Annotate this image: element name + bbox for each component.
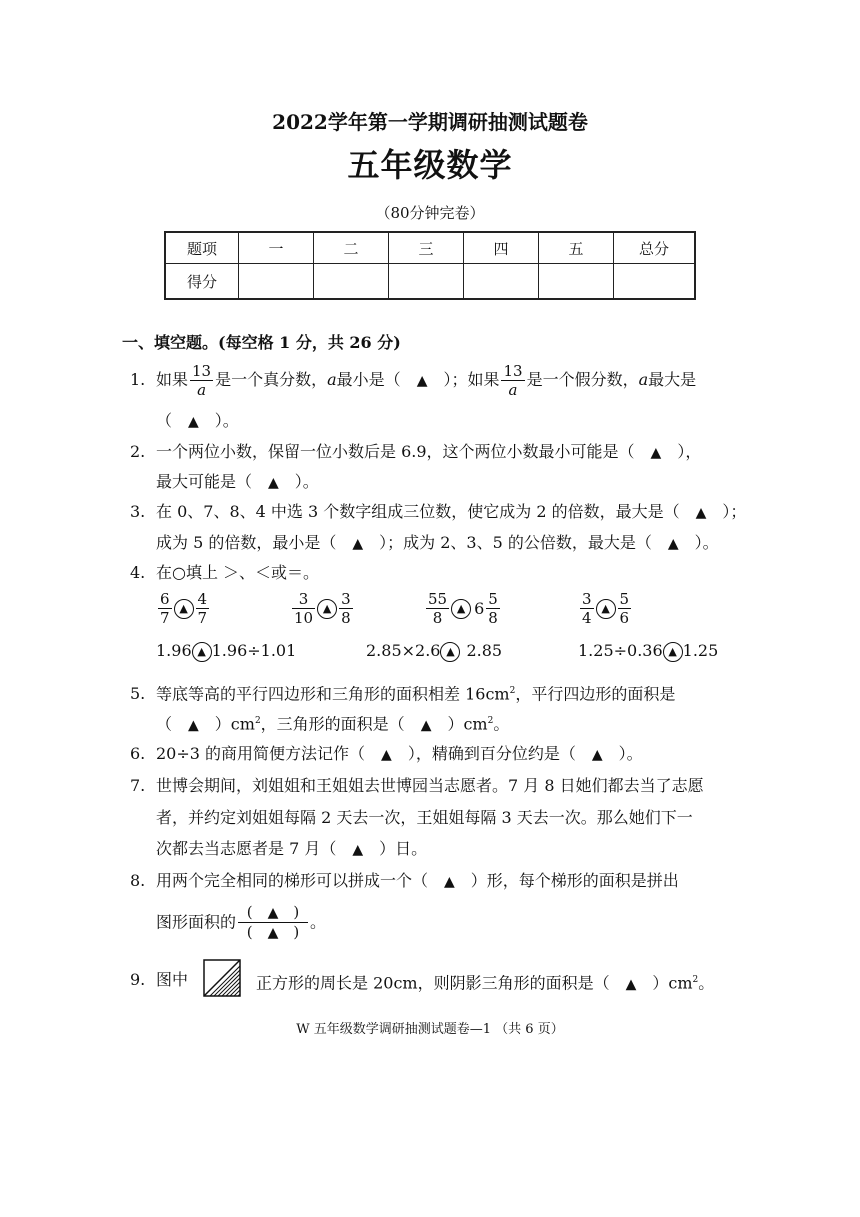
compare-circle[interactable]: ▲	[440, 642, 460, 662]
denominator: 10	[294, 609, 314, 627]
paren: )	[293, 923, 300, 941]
question-7-line3	[156, 839, 427, 860]
question-number: 1.	[130, 370, 146, 389]
q6-text: 20÷3 的商用简便方法记作（	[156, 744, 382, 763]
question-1-line2	[156, 411, 239, 432]
denominator: a	[508, 381, 518, 399]
fraction	[426, 590, 449, 627]
expr-left: 2.85×2.6	[366, 641, 441, 660]
fraction	[339, 590, 353, 627]
expr-left: 1.25÷0.36	[578, 641, 663, 660]
q3-text: ）；	[706, 502, 747, 521]
expr-left: 1.96	[156, 641, 192, 660]
question-number: 6.	[130, 744, 146, 763]
numerator: 13	[192, 362, 212, 380]
page-footer: W 五年级数学调研抽测试题卷—1 （共 6 页）	[296, 1022, 564, 1037]
q1-text: 是一个假分数，	[526, 370, 639, 389]
denominator: a	[197, 381, 207, 399]
fraction	[158, 590, 172, 627]
question-5-line2	[156, 711, 509, 735]
numerator: 3	[292, 590, 315, 609]
shaded-square-figure	[203, 959, 241, 997]
question-7	[130, 776, 704, 796]
q7-text: 者，并约定刘姐姐每隔 2 天去一次，王姐姐每隔 3 天去一次。那么她们下一	[156, 808, 693, 827]
fraction-blank	[238, 903, 308, 942]
superscript: 2	[254, 716, 261, 726]
answer-blank[interactable]: ▲	[267, 925, 279, 941]
answer-blank[interactable]: ▲	[591, 747, 603, 763]
question-number: 7.	[130, 776, 146, 795]
compare-circle[interactable]: ▲	[174, 599, 194, 619]
answer-blank[interactable]: ▲	[650, 445, 662, 461]
paren: (	[246, 923, 253, 941]
q3-text: 在 0、7、8、4 中选 3 个数字组成三位数，使它成为 2 的倍数，最大是（	[156, 502, 696, 521]
answer-blank[interactable]: ▲	[352, 536, 364, 552]
question-3-line2	[156, 533, 719, 554]
score-cell[interactable]	[314, 264, 389, 300]
denominator	[238, 923, 308, 942]
q9-text: 正方形的周长是 20cm，则阴影三角形的面积是（	[256, 973, 626, 993]
score-row-label: 得分	[165, 264, 239, 300]
question-5	[130, 681, 675, 704]
answer-blank[interactable]: ▲	[420, 717, 432, 734]
q3-text: ）。	[678, 533, 719, 552]
numerator	[238, 903, 308, 923]
compare-circle[interactable]: ▲	[663, 642, 683, 662]
q8-text: 。	[310, 912, 327, 932]
question-8-line2	[156, 903, 326, 942]
q8-text: ）形，每个梯形的面积是拼出	[454, 871, 679, 890]
answer-blank[interactable]: ▲	[267, 905, 279, 921]
q8-text: 用两个完全相同的梯形可以拼成一个（	[156, 871, 445, 890]
q5-text: ）cm	[431, 714, 488, 734]
subject-title: 五年级数学	[347, 146, 513, 184]
score-header-cell: 题项	[165, 232, 239, 264]
q1-text: 如果	[156, 370, 189, 389]
q1-text: 是一个真分数，	[215, 370, 328, 389]
denominator: 7	[197, 609, 208, 627]
score-header-cell: 总分	[614, 232, 696, 264]
q4-text: 在○填上 ＞、＜或＝。	[156, 563, 320, 582]
score-header-cell: 四	[464, 232, 539, 264]
q6-text: ），精确到百分位约是（	[391, 744, 592, 763]
score-header-cell: 五	[539, 232, 614, 264]
q9-text: 图中	[156, 970, 189, 989]
variable: a	[327, 370, 337, 389]
superscript: 2	[692, 975, 699, 985]
score-cell[interactable]	[539, 264, 614, 300]
expr-right: 1.96÷1.01	[211, 641, 297, 660]
score-header-cell: 一	[239, 232, 314, 264]
superscript: 2	[487, 716, 494, 726]
fraction	[501, 362, 524, 399]
fraction	[190, 362, 213, 399]
q8-text: 图形面积的	[156, 912, 237, 932]
answer-blank[interactable]: ▲	[188, 717, 199, 734]
q3-text: ）；成为 2、3、5 的公倍数，最大是（	[363, 533, 668, 552]
q2-text: 一个两位小数，保留一位小数后是 6.9，这个两位小数最小可能是（	[156, 442, 651, 461]
paren: )	[293, 903, 300, 921]
question-1	[130, 362, 696, 399]
variable: a	[638, 370, 649, 389]
question-7-line2	[156, 808, 693, 828]
question-number: 3.	[130, 502, 146, 521]
answer-blank[interactable]: ▲	[667, 536, 679, 552]
question-8	[130, 871, 679, 892]
answer-blank[interactable]: ▲	[381, 747, 392, 763]
question-2-line2	[156, 472, 319, 493]
compare-expr	[578, 641, 718, 662]
denominator: 8	[341, 609, 351, 627]
numerator: 55	[428, 590, 448, 608]
fraction	[196, 590, 210, 627]
score-header-cell: 二	[314, 232, 389, 264]
question-9-rest	[256, 970, 714, 994]
q1-text: 最大是	[648, 370, 697, 389]
q5-text: ，三角形的面积是（	[260, 714, 421, 734]
fraction	[580, 590, 594, 627]
numerator: 5	[488, 590, 498, 608]
exam-title: 2022学年第一学期调研抽测试题卷	[272, 110, 588, 134]
q7-text: 世博会期间，刘姐姐和王姐姐去世博园当志愿者。7 月 8 日她们都去当了志愿	[156, 776, 704, 795]
q2-text: 最大可能是（	[156, 472, 269, 491]
expr-right: 1.25	[682, 641, 719, 660]
q5-text: ，平行四边形的面积是	[515, 684, 676, 704]
q5-text: 。	[493, 714, 510, 734]
superscript: 2	[509, 686, 516, 696]
denominator: 8	[488, 609, 498, 627]
denominator: 6	[619, 609, 630, 627]
q5-text: 等底等高的平行四边形和三角形的面积相差 16cm	[156, 684, 510, 704]
compare-expr	[156, 641, 296, 662]
compare-circle[interactable]: ▲	[451, 599, 471, 619]
answer-blank[interactable]: ▲	[695, 505, 707, 521]
compare-item	[290, 590, 355, 627]
score-header-cell: 三	[389, 232, 464, 264]
paren: (	[246, 903, 253, 921]
answer-blank[interactable]: ▲	[444, 874, 455, 890]
question-number: 8.	[130, 871, 146, 890]
q9-text: 。	[698, 973, 715, 993]
score-cell[interactable]	[464, 264, 539, 300]
whole-number: 6	[474, 598, 485, 618]
q1-text: ）；如果	[427, 370, 500, 389]
numerator: 3	[582, 590, 592, 608]
question-4	[130, 563, 319, 583]
expr-right: 2.85	[466, 641, 503, 660]
q1-text: 最小是（	[336, 370, 417, 389]
q3-text: 成为 5 的倍数，最小是（	[156, 533, 353, 552]
answer-blank[interactable]: ▲	[352, 842, 364, 858]
question-number: 5.	[130, 684, 146, 704]
compare-item	[424, 590, 502, 627]
question-3	[130, 502, 746, 523]
q1-text: （	[156, 411, 189, 430]
q7-text: 次都去当志愿者是 7 月（	[156, 839, 353, 858]
numerator: 5	[619, 590, 630, 608]
numerator: 3	[341, 590, 351, 608]
numerator: 13	[503, 362, 523, 380]
time-note: （80分钟完卷）	[375, 204, 485, 222]
answer-blank[interactable]: ▲	[188, 414, 199, 430]
q1-text: ）。	[198, 411, 239, 430]
answer-blank[interactable]: ▲	[625, 976, 637, 993]
fraction	[618, 590, 632, 627]
question-number: 4.	[130, 563, 146, 582]
numerator: 4	[197, 590, 208, 608]
question-2	[130, 442, 701, 463]
question-number: 2.	[130, 442, 146, 461]
compare-expr	[366, 641, 502, 662]
score-table	[164, 231, 696, 300]
denominator: 8	[432, 609, 443, 627]
q2-text: ）。	[278, 472, 319, 491]
q9-text: ）cm	[636, 973, 693, 993]
compare-circle[interactable]: ▲	[192, 642, 212, 662]
numerator: 6	[160, 590, 170, 608]
question-9	[130, 970, 188, 990]
question-6	[130, 744, 643, 765]
score-cell[interactable]	[389, 264, 464, 300]
q6-text: ）。	[602, 744, 643, 763]
fraction	[486, 590, 500, 627]
compare-item	[156, 590, 211, 627]
compare-circle[interactable]: ▲	[317, 599, 337, 619]
denominator: 7	[160, 609, 170, 627]
compare-item	[578, 590, 633, 627]
q5-text: （	[156, 714, 189, 734]
q2-text: ），	[661, 442, 702, 461]
q7-text: ）日。	[363, 839, 428, 858]
score-cell[interactable]	[239, 264, 314, 300]
answer-blank[interactable]: ▲	[268, 475, 279, 491]
question-number: 9.	[130, 970, 146, 989]
score-cell[interactable]	[614, 264, 696, 300]
answer-blank[interactable]: ▲	[416, 373, 428, 389]
q5-text: ）cm	[198, 714, 255, 734]
compare-circle[interactable]: ▲	[596, 599, 616, 619]
section-heading: 一、填空题。(每空格 1 分，共 26 分)	[122, 333, 401, 352]
denominator: 4	[582, 609, 592, 627]
fraction	[292, 590, 315, 627]
